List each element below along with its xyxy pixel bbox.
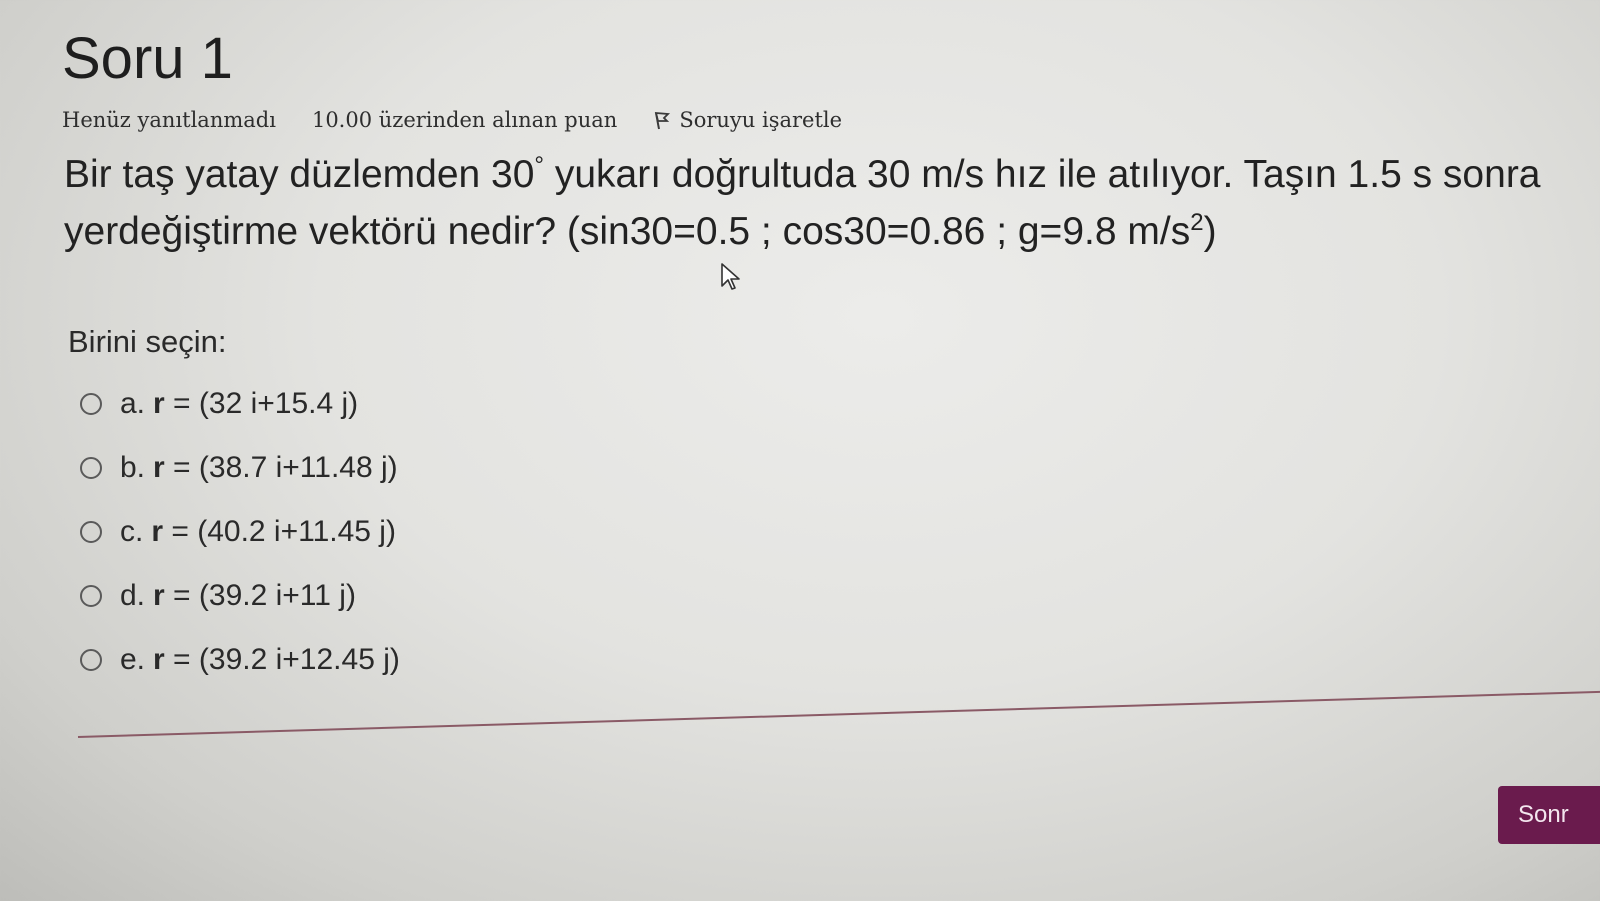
answer-value: = (32 i+15.4 j) xyxy=(164,387,359,420)
answer-value: = (40.2 i+11.45 j) xyxy=(163,515,396,548)
answer-prompt: Birini seçin: xyxy=(68,324,227,359)
section-divider xyxy=(78,690,1600,738)
flag-question-link[interactable] xyxy=(653,108,842,132)
answer-value: = (38.7 i+11.48 j) xyxy=(164,451,398,484)
answer-vector-symbol: r xyxy=(153,579,165,612)
question-text-degree: ° xyxy=(534,152,545,179)
question-text xyxy=(64,146,1544,260)
answer-letter: d. xyxy=(120,579,146,612)
answer-vector-symbol: r xyxy=(151,515,164,548)
radio-button-b[interactable] xyxy=(80,457,102,479)
answer-text xyxy=(153,643,400,677)
next-page-button[interactable]: Sonr xyxy=(1498,786,1600,844)
question-points: 10.00 üzerinden alınan puan xyxy=(311,108,618,132)
answer-text xyxy=(153,451,398,485)
answer-letter: b. xyxy=(120,451,146,484)
answer-value: = (39.2 i+11 j) xyxy=(164,579,356,612)
answer-vector-symbol: r xyxy=(153,451,165,484)
answer-option-e[interactable] xyxy=(80,628,400,692)
radio-button-d[interactable] xyxy=(80,585,102,607)
question-text-exponent: 2 xyxy=(1190,209,1204,236)
answer-option-a[interactable] xyxy=(80,372,400,436)
answer-list xyxy=(80,372,400,692)
radio-button-e[interactable] xyxy=(80,649,102,671)
question-status: Henüz yanıtlanmadı xyxy=(62,108,276,132)
answer-vector-symbol: r xyxy=(153,387,165,420)
question-text-part3: ) xyxy=(1203,210,1217,253)
answer-letter: a. xyxy=(120,387,146,420)
radio-button-c[interactable] xyxy=(80,521,102,543)
answer-text xyxy=(151,515,396,549)
question-text-part2: yukarı doğrultuda 30 m/s hız ile atılıyor. Taşın 1.5 s sonra yerdeğiştirme vektörü nedir? (sin30=0.5 ; cos30=0.86 ; g=9.8 m/s xyxy=(64,153,1541,253)
question-title: Soru 1 xyxy=(62,26,233,91)
answer-value: = (39.2 i+12.45 j) xyxy=(164,643,400,676)
flag-icon xyxy=(653,110,671,130)
answer-text xyxy=(153,579,356,613)
radio-button-a[interactable] xyxy=(80,393,102,415)
question-text-part1: Bir taş yatay düzlemden 30 xyxy=(64,153,535,196)
answer-letter: c. xyxy=(120,515,144,548)
answer-vector-symbol: r xyxy=(153,643,165,676)
flag-question-label: Soruyu işaretle xyxy=(679,108,843,132)
question-info-bar xyxy=(62,108,842,132)
answer-letter: e. xyxy=(120,643,146,676)
answer-text xyxy=(153,387,358,421)
answer-option-b[interactable] xyxy=(80,436,400,500)
answer-option-d[interactable] xyxy=(80,564,400,628)
mouse-cursor-icon xyxy=(720,262,742,292)
answer-option-c[interactable] xyxy=(80,500,400,564)
